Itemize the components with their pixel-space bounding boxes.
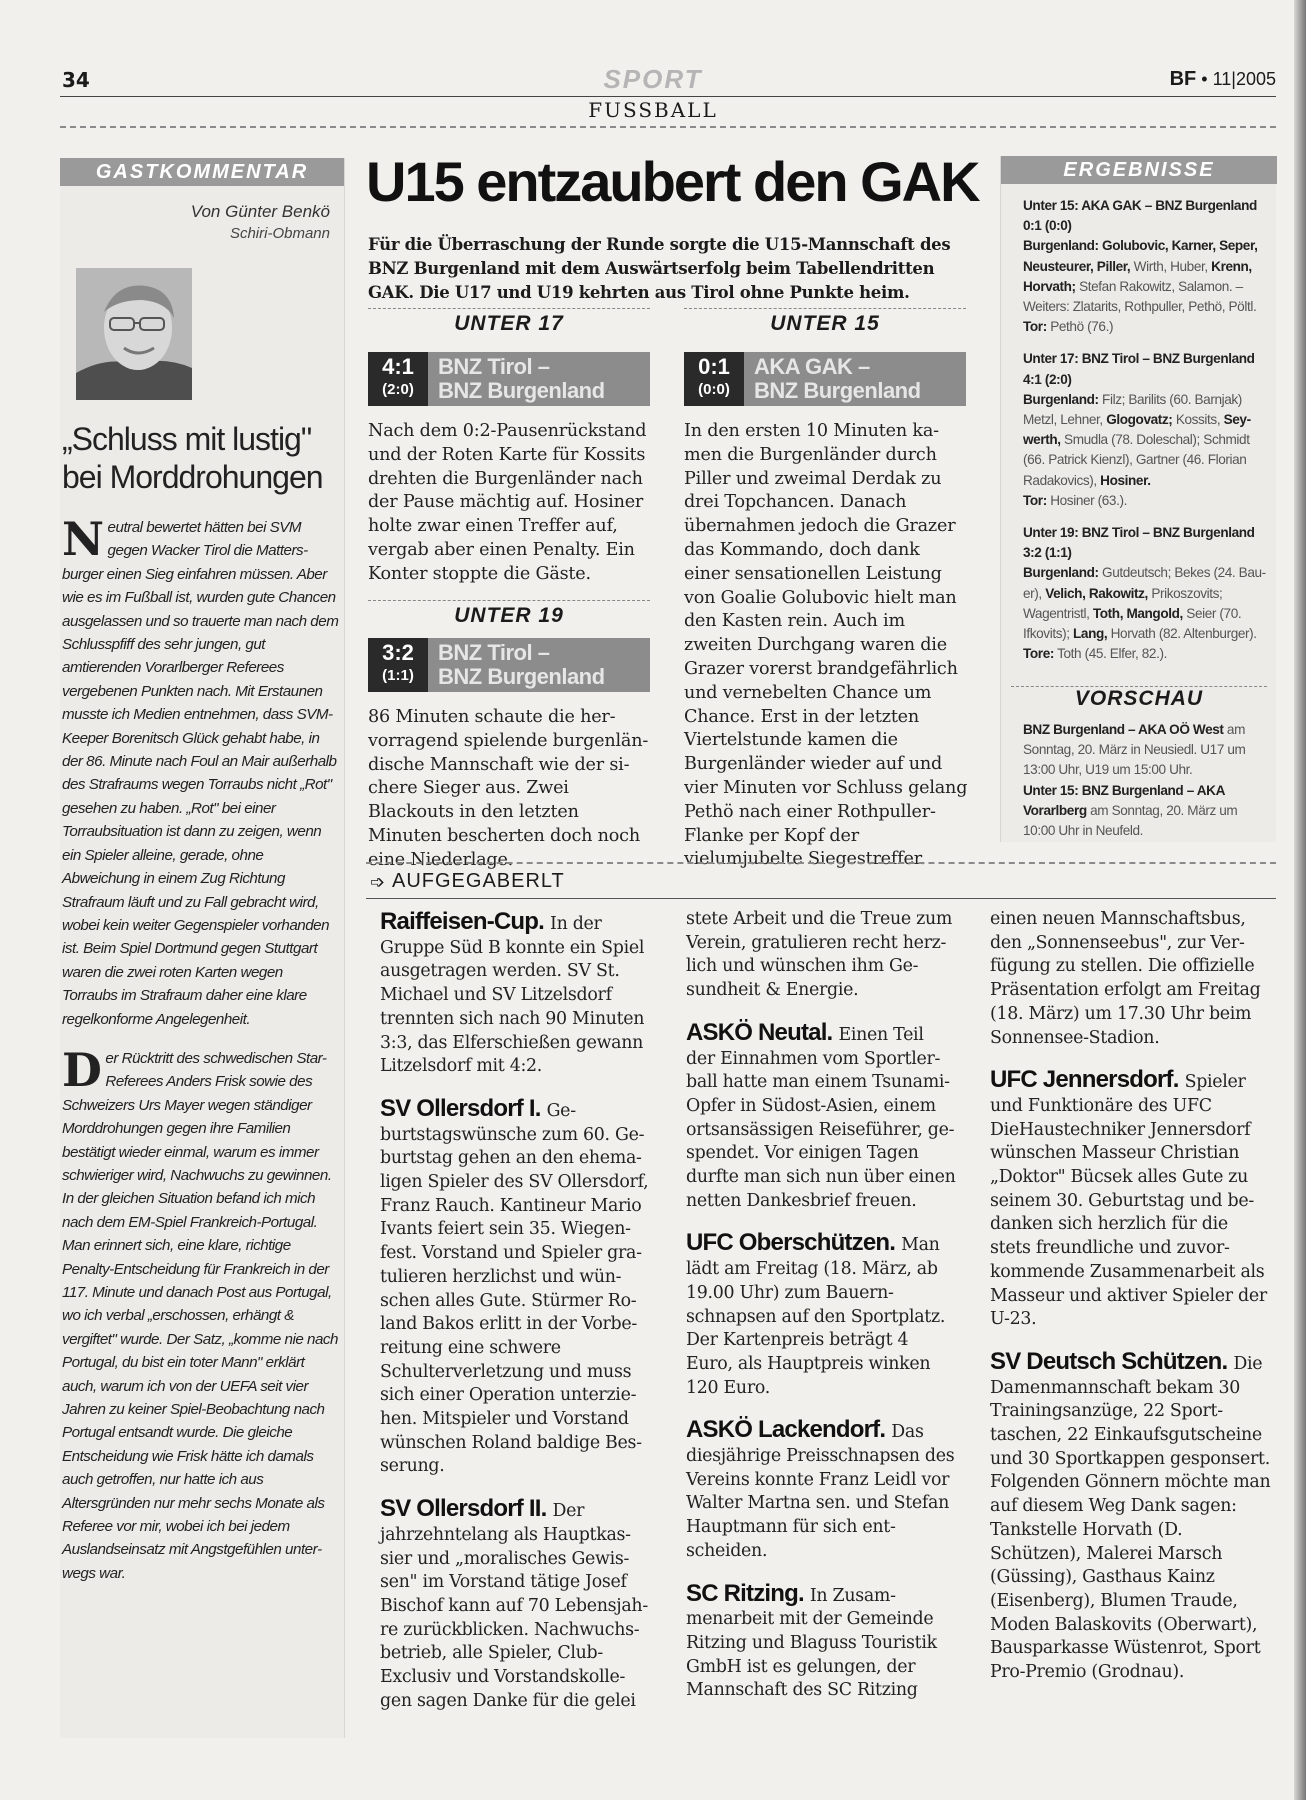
news-keyword: SC Ritzing.	[686, 1579, 804, 1607]
news-text: Die Damenmannschaft bekam 30 Trainingsanzüge, 22 Sporttaschen, 22 Einkaufsgutscheine und 30 Sportkappen gesponsert. Folgenden Gönnern möchte man auf diesem Weg Dank sagen: Tankstelle Horvath (D. Schützen), Malerei Marsch (Güssing), Gasthaus Kainz (Eisenberg), Blumen Traude, Moden Balaskovits (Oberwart), Bausparkasse Wüstenrot, Sport Pro-Premio (Grodnau).	[990, 1353, 1271, 1683]
u19-halftime: (1:1)	[382, 667, 414, 684]
news-text: Geburtstagswünsche zum 60. Geburtstag gehen an den ehemaligen Spieler des SV Ollersdorf, Franz Rauch. Kantineur Mario Ivants feiert sein 35. Wiegenfest. Vorstand und Spieler gratulieren herzlichst und wünschen alles Gute. Stürmer Roland Bakos erlitt in der Vorbereitung eine schwere Schulterverletzung und muss sich einer Operation unterziehen. Mitspieler und Vorstand wünschen Roland baldige Besserung.	[380, 1100, 649, 1477]
goals-label: Tor:	[1023, 492, 1047, 508]
header-rule	[60, 96, 1276, 97]
goals-label: Tore:	[1023, 646, 1054, 662]
news-item	[686, 1580, 956, 1704]
news-text: Der jahrzehntelang als Hauptkassier und „moralisches Gewissen" im Vorstand tätige Josef Bischof kann auf 70 Lebensjahre zurückblicken. Nachwuchsbetrieb, alle Spieler, Club-Exclusiv und Vorstandskollegen sagen Danke für die gelei	[380, 1501, 649, 1711]
u17-teams	[428, 352, 605, 406]
lineup-bold: Burgenland: Golubovic, Karner, Seper, Neusteurer, Piller,	[1023, 238, 1258, 274]
result-u19	[1023, 523, 1268, 664]
news-keyword: Raiffeisen-Cup.	[380, 908, 545, 935]
goals-label: Tor:	[1023, 319, 1047, 335]
u15-scorebar	[684, 352, 966, 406]
comment-text: eutral bewertet hätten bei SVM gegen Wacker Tirol die Mattersburger einen Sieg einfahren müssen. Aber wie es im Fußball ist, wurden gute Chancen ausgelassen und so trauerte man nach dem Schlusspfiff des sehr jungen, gut amtierenden Vorarlberger Referees vergebenen Punkten nach. Mit Erstaunen musste ich Medien entnehmen, dass SVM-Keeper Borenitsch Glück gehabt habe, in der 86. Minute nach Foul an Mair außerhalb des Strafraums wegen Torraubs nicht „Rot" gesehen zu haben. „Rot" bei einer Torraubsituation ist dann zu zeigen, wenn ein Spieler alleine, gerade, ohne Abweichung in einem Zug Richtung Strafraum läuft und zu Fall gebracht wird, wobei kein weiter Gegenspieler vorhanden ist. Beim Spiel Dortmund gegen Stuttgart waren die zwei roten Karten wegen Torraubs im Strafraum daher eine klare regelkonforme Angelegenheit.	[62, 519, 339, 1028]
news-keyword: SV Deutsch Schützen.	[990, 1347, 1228, 1375]
u19-teams	[428, 638, 605, 692]
news-keyword: SV Ollersdorf II.	[380, 1495, 547, 1523]
news-text: stete Arbeit und die Treue zum Verein, gratulieren recht herzlich und wünschen ihm Gesundheit & Energie.	[686, 909, 953, 1001]
lineup-bold: Hosiner.	[1100, 472, 1151, 488]
lineup-light: Filz; Barilits (60. Barnjak) Metzl, Lehner,	[1023, 391, 1242, 428]
preview-match: BNZ Burgenland – AKA OÖ West	[1023, 722, 1224, 737]
drop-cap: D	[62, 1042, 102, 1097]
issue-separator: •	[1201, 69, 1208, 89]
news-item	[990, 1066, 1272, 1332]
news-item	[990, 908, 1272, 1050]
news-keyword: UFC Oberschützen.	[686, 1229, 896, 1257]
aufgegaberlt-label: AUFGEGABERLT	[392, 870, 565, 892]
news-text: einen neuen Mannschaftsbus, den „Sonnenseebus", zur Verfügung zu stellen. Die offizielle Präsentation erfolgt am Freitag (18. März) um 17.30 Uhr beim Sonnensee-Stadion.	[990, 909, 1261, 1048]
news-keyword: SV Ollersdorf I.	[380, 1094, 541, 1122]
article-headline: U15 entzaubert den GAK	[366, 150, 979, 213]
preview-details: am Sonntag, 20. März um 10:00 Uhr in Neufeld.	[1023, 802, 1238, 839]
u15-teams	[744, 352, 921, 406]
results-list	[1023, 196, 1268, 676]
comment-paragraph	[62, 1042, 340, 1585]
lineup-light: Smudla (78. Doleschal); Schmidt (66. Patrick Kienzl), Gartner (46. Florian Radakovics),	[1023, 432, 1250, 488]
u15-text: In den ersten 10 Minuten kamen die Burgenländer durch Piller und zweimal Derdak zu drei Topchancen. Danach übernahmen jedoch die Grazer das Kommando, doch dank einer sensationellen Leistung von Goalie Golubovic hielt man den Kasten rein. Auch im zweiten Durchgang waren die Grazer vorerst brandgefährlich und vernebelten Chance um Chance. Erst in der letzten Viertelstunde kamen die Burgenländer wieder auf und vier Minuten vor Schluss gelang Pethö nach einer Rothpuller-Flanke per Kopf der vielumjubelte Siegestreffer.	[684, 421, 968, 870]
lineup-light: Gutdeutsch; Bekes (24. Bauer),	[1023, 565, 1267, 601]
comment-body	[62, 512, 340, 1601]
news-text: Man lädt am Freitag (18. März, ab 19.00 Uhr) zum Bauernschnapsen auf den Sportplatz. Der Kartenpreis beträgt 4 Euro, als Hauptpreis winken 120 Euro.	[686, 1235, 946, 1398]
lineup-bold: Krenn, Horvath;	[1023, 258, 1252, 294]
page-edge-shadow	[1294, 0, 1306, 1800]
goals: Hosiner (63.).	[1050, 492, 1127, 508]
news-item	[686, 1229, 956, 1400]
vorschau-label: VORSCHAU	[1011, 686, 1267, 716]
ergebnisse-label: ERGEBNISSE	[1001, 156, 1277, 184]
result-score: 4:1 (2:0)	[1023, 371, 1072, 387]
preview-match: Unter 15: BNZ Burgenland – AKA Vorarlberg	[1023, 782, 1225, 818]
news-column-1	[380, 908, 650, 1730]
u19-score: 3:2	[382, 640, 414, 665]
u19-team2: BNZ Burgenland	[438, 664, 605, 689]
news-text: Spieler und Funktionäre des UFC DieHaustechniker Jennersdorf wünschen Masseur Christian „Doktor" Bücsek alles Gute zu seinem 30. Geburtstag und bedanken sich herzlich für die stets freundliche und zuvorkommende Zusammenarbeit als Masseur und aktiver Spieler der U-23.	[990, 1072, 1267, 1330]
u15-score-box	[684, 352, 744, 406]
aufgegaberlt-rule	[366, 898, 1276, 899]
news-item	[686, 1416, 956, 1563]
news-column-2	[686, 908, 956, 1719]
gastkommentar-label: GASTKOMMENTAR	[60, 158, 344, 186]
lineup-bold: Velich, Rakowitz,	[1045, 585, 1148, 601]
author-byline: Von Günter Benkö	[190, 202, 330, 221]
lineup-light: Seier (70. Ifkovits);	[1023, 605, 1242, 642]
u15-team1: AKA GAK –	[754, 354, 870, 379]
u19-text: 86 Minuten schaute die hervorragend spielende burgenländische Mannschaft wie der sichere Sieger aus. Zwei Blackouts in den letzten Minuten bescherten doch noch eine Niederlage.	[368, 707, 649, 870]
news-item	[380, 1095, 650, 1479]
author-photo	[76, 268, 192, 400]
lineup-bold: Lang,	[1073, 626, 1108, 642]
comment-headline: „Schluss mit lustig" bei Morddrohungen	[62, 421, 323, 495]
news-keyword: ASKÖ Lackendorf.	[686, 1416, 886, 1444]
lineup-bold: Toth, Mangold,	[1092, 605, 1183, 621]
arrow-right-icon: ➩	[370, 872, 386, 893]
page-number: 34	[62, 68, 90, 92]
u17-text: Nach dem 0:2-Pausenrückstand und der Roten Karte für Kossits drehten die Burgenländer nach der Pause mächtig auf. Hosiner holte zwar einen Treffer auf, vergab aber einen Penalty. Ein Konter stoppte die Gäste.	[368, 421, 647, 584]
news-item	[380, 908, 650, 1079]
u17-title: UNTER 17	[368, 308, 650, 338]
gastkommentar-column	[60, 158, 345, 1738]
vorschau-list	[1023, 720, 1268, 841]
lineup-bold: Seywerth,	[1023, 412, 1252, 448]
result-title: Unter 19: BNZ Tirol – BNZ Burgenland	[1023, 525, 1255, 541]
result-u17	[1023, 349, 1268, 511]
section-dashed-rule	[366, 862, 1276, 864]
lineup-light: Kossits,	[1175, 412, 1221, 428]
u15-title: UNTER 15	[684, 308, 966, 338]
ergebnisse-box	[1000, 156, 1276, 842]
lineup-bold: Burgenland:	[1023, 391, 1099, 407]
news-keyword: ASKÖ Neutal.	[686, 1018, 833, 1046]
drop-cap: N	[62, 512, 104, 566]
result-score: 0:1 (0:0)	[1023, 218, 1072, 234]
lineup-bold: Burgenland:	[1023, 565, 1099, 581]
lineup-light: Horvath (82. Altenburger).	[1110, 626, 1257, 642]
header-dashed-rule	[60, 126, 1276, 128]
news-text: In Zusammenarbeit mit der Gemeinde Ritzing und Blaguss Touristik GmbH ist es gelungen, der Mannschaft des SC Ritzing	[686, 1585, 937, 1701]
u15-halftime: (0:0)	[698, 381, 730, 398]
goals: Pethö (76.)	[1050, 319, 1114, 335]
u19-scorebar	[368, 638, 650, 692]
u15-team2: BNZ Burgenland	[754, 378, 921, 403]
portrait-image	[76, 268, 192, 400]
news-item	[990, 1348, 1272, 1685]
news-text: In der Gruppe Süd B konnte ein Spiel ausgetragen werden. SV St. Michael und SV Litzelsdorf trennten sich nach 90 Minuten 3:3, das Elferschießen gewann Litzelsdorf mit 4:2.	[380, 914, 645, 1077]
u15-score: 0:1	[698, 354, 730, 379]
u19-title: UNTER 19	[368, 600, 650, 630]
news-item	[380, 1495, 650, 1713]
u19-score-box	[368, 638, 428, 692]
news-item	[686, 908, 956, 1003]
u17-score-box	[368, 352, 428, 406]
article-lead: Für die Überraschung der Runde sorgte die U15-Mannschaft des BNZ Burgenland mit dem Auswärtserfolg beim Tabellendritten GAK. Die U17 und U19 kehrten aus Tirol ohne Punkte heim.	[368, 235, 951, 302]
author-role: Schiri-Obmann	[229, 225, 330, 242]
lineup-light: Prikoszovits; Wagentristl,	[1023, 585, 1223, 621]
u17-team2: BNZ Burgenland	[438, 378, 605, 403]
news-item	[686, 1019, 956, 1214]
u17-halftime: (2:0)	[382, 381, 414, 398]
comment-paragraph	[62, 512, 340, 1031]
lineup-bold: Glogovatz;	[1106, 412, 1173, 428]
news-text: Das diesjährige Preisschnapsen des Vereins konnte Franz Leidl vor Walter Martna sen. und Stefan Hauptmann für sich entscheiden.	[686, 1422, 955, 1561]
lineup-light: Stefan Rakowitz, Salamon. – Weiters: Zlatarits, Rothpuller, Pethö, Pöltl.	[1023, 278, 1257, 315]
news-text: Einen Teil der Einnahmen vom Sportlerball hatte man einem Tsunami-Opfer in Südost-Asien, einem ortsansässigen Reiseführer, gespendet. Vor einigen Tagen durfte man sich nun über einen netten Dankesbrief freuen.	[686, 1024, 956, 1211]
result-title: Unter 15: AKA GAK – BNZ Burgenland	[1023, 198, 1257, 213]
goals: Toth (45. Elfer, 82.).	[1057, 646, 1167, 662]
u17-team1: BNZ Tirol –	[438, 354, 550, 379]
publication-name: BF	[1169, 68, 1197, 90]
news-keyword: UFC Jennersdorf.	[990, 1066, 1179, 1094]
result-title: Unter 17: BNZ Tirol – BNZ Burgenland	[1023, 351, 1255, 367]
result-u15	[1023, 196, 1268, 337]
comment-text: er Rücktritt des schwedischen Star-Referees Anders Frisk sowie des Schweizers Urs Mayer wegen ständiger Morddrohungen gegen ihre Familien bestätigt wieder einmal, warum es immer schwieriger wird, Nachwuchs zu gewinnen. In der gleichen Situation befand ich mich nach dem EM-Spiel Frankreich-Portugal. Man erinnert sich, eine klare, richtige Penalty-Entscheidung für Frankreich in der 117. Minute und danach Post aus Portugal, wo ich verbal „erschossen, erhängt & vergiftet" wurde. Der Satz, „komme nie nach Portugal, du bist ein toter Mann" erklärt auch, warum ich von der UEFA seit vier Jahren zu keiner Spiel-Beobachtung nach Portugal entsandt wurde. Die gleiche Entscheidung wie Frisk hätte ich damals auch getroffen, nur hatte ich aus Altersgründen nur mehr sechs Monate als Referee vor mir, wobei ich bei jedem Auslandseinsatz mit Angstgefühlen unterwegs war.	[62, 1049, 338, 1582]
subsection-title: FUSSBALL	[588, 98, 718, 122]
u17-score: 4:1	[382, 354, 414, 379]
issue-number: 11|2005	[1212, 69, 1276, 89]
lineup-light: Wirth, Huber,	[1133, 258, 1208, 274]
issue-info	[1170, 68, 1276, 91]
preview-details: am Sonntag, 20. März in Neusiedl. U17 um 13:00 Uhr, U19 um 15:00 Uhr.	[1023, 722, 1246, 778]
u17-scorebar	[368, 352, 650, 406]
u19-team1: BNZ Tirol –	[438, 640, 550, 665]
section-title: SPORT	[603, 64, 703, 94]
news-column-3	[990, 908, 1272, 1701]
result-score: 3:2 (1:1)	[1023, 545, 1072, 561]
